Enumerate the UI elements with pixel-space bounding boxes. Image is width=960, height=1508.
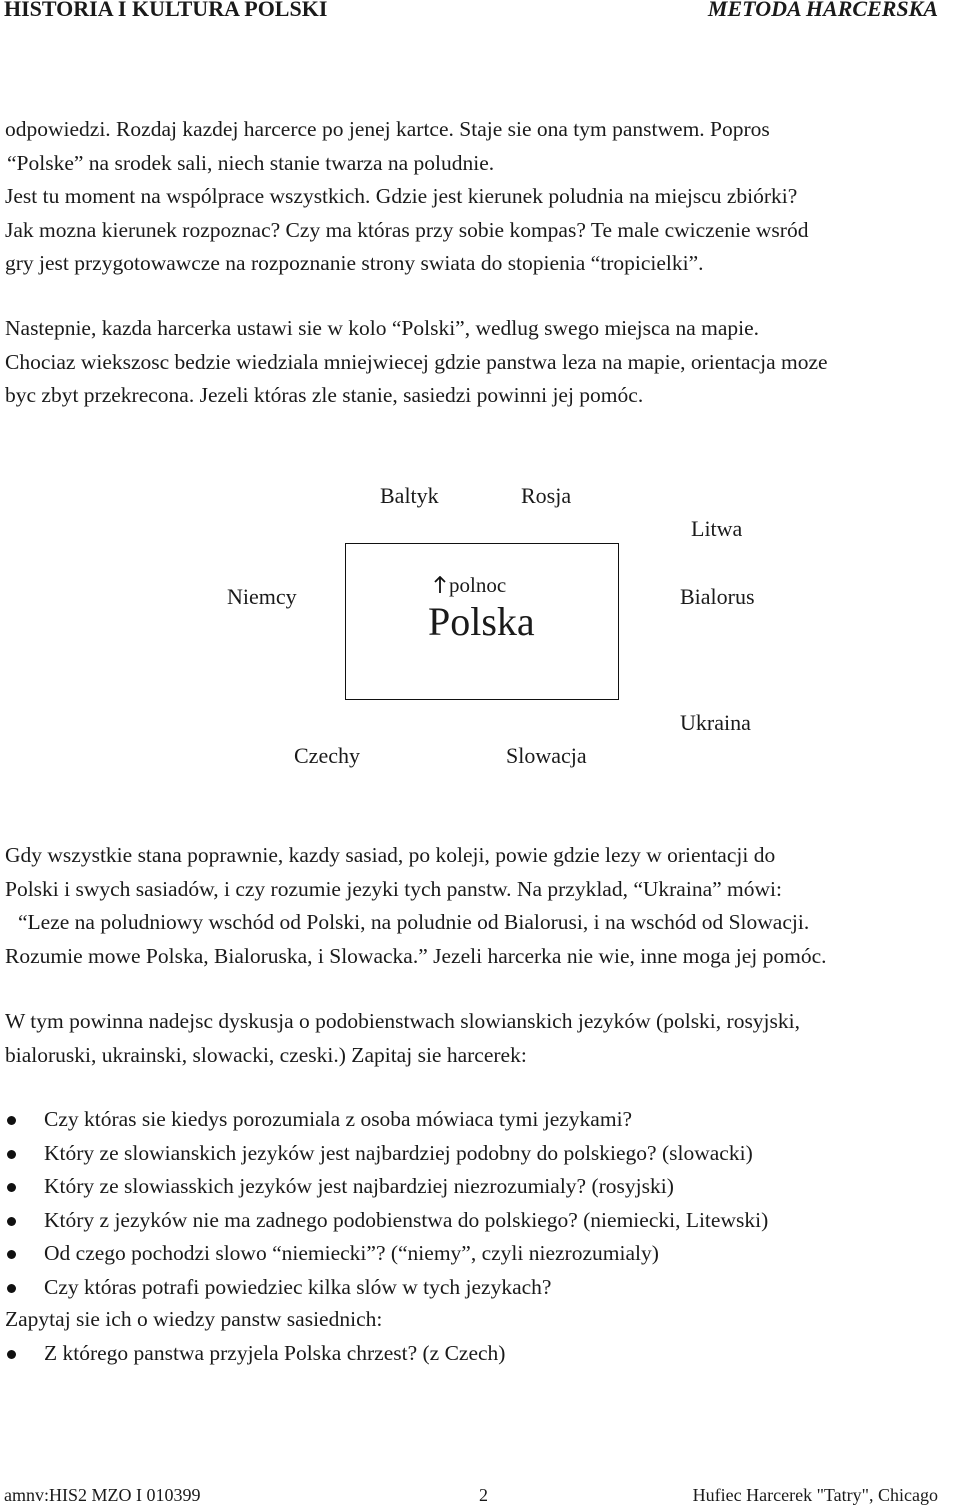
text-line: Rozumie mowe Polska, Bialoruska, i Slowacka.” Jezeli harcerka nie wie, inne moga jej pomóc.: [5, 943, 827, 968]
bullet-icon: [7, 1284, 16, 1293]
text-line: “Leze na poludniowy wschód od Polski, na poludnie od Bialorusi, i na wschód od Slowacji.: [18, 910, 810, 934]
label-bialorus: Bialorus: [680, 584, 755, 609]
paragraph-intro: [5, 113, 957, 281]
label-slowacja: Slowacja: [506, 743, 587, 768]
footer-organization: Hufiec Harcerek "Tatry", Chicago: [692, 1485, 938, 1505]
text-line: Chociaz wiekszosc bedzie wiedziala mniejwiecej gdzie panstwa leza na mapie, orientacja moze: [5, 349, 828, 374]
paragraph-discussion: [5, 1005, 957, 1072]
questions-list-neighbors: [0, 1337, 505, 1371]
list-item: Który z jezyków nie ma zadnego podobienstwa do polskiego? (niemiecki, Litewski): [0, 1204, 768, 1238]
bullet-icon: [7, 1183, 16, 1192]
bullet-icon: [7, 1150, 16, 1159]
header-right-title: METODA HARCERSKA: [707, 0, 938, 21]
text-line: Jest tu moment na wspólprace wszystkich. Gdzie jest kierunek poludnia na miejscu zbiórki?: [5, 184, 798, 208]
bullet-icon: [7, 1116, 16, 1125]
text-line: W tym powinna nadejsc dyskusja o podobienstwach slowianskich jezyków (polski, rosyjski,: [5, 1009, 800, 1033]
label-ukraina: Ukraina: [680, 710, 751, 735]
list-item: Od czego pochodzi slowo “niemiecki”? (“niemy”, czyli niezrozumialy): [0, 1237, 768, 1271]
label-czechy: Czechy: [294, 743, 360, 768]
subheading: Zapytaj sie ich o wiedzy panstw sasiednich:: [5, 1307, 383, 1331]
text-line: odpowiedzi. Rozdaj kazdej harcerce po jenej kartce. Staje sie ona tym panstwem. Popros: [5, 117, 770, 141]
label-litwa: Litwa: [691, 516, 743, 541]
north-indicator: [434, 572, 506, 598]
text-line: “Polske” na srodek sali, niech stanie twarza na poludnie.: [7, 150, 495, 175]
text-line: Jak mozna kierunek rozpoznac? Czy ma któras przy sobie kompas? Te male cwiczenie wsród: [5, 217, 809, 242]
page-number: 2: [479, 1485, 488, 1505]
bullet-icon: [7, 1350, 16, 1359]
list-item: Który ze slowiasskich jezyków jest najbardziej niezrozumialy? (rosyjski): [0, 1170, 768, 1204]
text-line: Gdy wszystkie stana poprawnie, kazdy sasiad, po koleji, powie gdzie lezy w orientacji do: [5, 843, 776, 867]
footer-doc-id: amnv:HIS2 MZO I 010399: [4, 1485, 201, 1505]
text-line: byc zbyt przekrecona. Jezeli któras zle stanie, sasiedzi powinni jej pomóc.: [5, 383, 644, 407]
list-item: Który ze slowianskich jezyków jest najbardziej podobny do polskiego? (slowacki): [0, 1137, 768, 1171]
bullet-icon: [7, 1217, 16, 1226]
bullet-icon: [7, 1250, 16, 1259]
header-left-title: HISTORIA I KULTURA POLSKI: [4, 0, 328, 21]
label-rosja: Rosja: [521, 483, 572, 508]
list-item: Czy któras sie kiedys porozumiala z osoba mówiaca tymi jezykami?: [0, 1103, 768, 1137]
paragraph-example: [5, 839, 957, 973]
text-line: Nastepnie, kazda harcerka ustawi sie w kolo “Polski”, wedlug swego miejsca na mapie.: [5, 316, 760, 340]
questions-list: [0, 1103, 768, 1304]
text-line: bialoruski, ukrainski, slowacki, czeski.) Zapitaj sie harcerek:: [5, 1042, 527, 1067]
text-line: gry jest przygotowawcze na rozpoznanie strony swiata do stopienia “tropicielki”.: [5, 251, 704, 275]
north-label: polnoc: [449, 573, 507, 597]
page-header: [0, 0, 960, 26]
text-line: Polski i swych sasiadów, i czy rozumie jezyki tych panstw. Na przyklad, “Ukraina” mówi:: [5, 876, 782, 901]
label-niemcy: Niemcy: [227, 584, 297, 609]
list-item: Z którego panstwa przyjela Polska chrzest? (z Czech): [0, 1337, 505, 1371]
label-baltyk: Baltyk: [380, 483, 439, 508]
paragraph-positioning: [5, 312, 957, 413]
page-footer: [0, 1482, 960, 1508]
list-item: Czy któras potrafi powiedziec kilka slów w tych jezykach?: [0, 1271, 768, 1305]
label-polska: Polska: [428, 599, 535, 644]
north-arrow-icon: [434, 576, 446, 594]
